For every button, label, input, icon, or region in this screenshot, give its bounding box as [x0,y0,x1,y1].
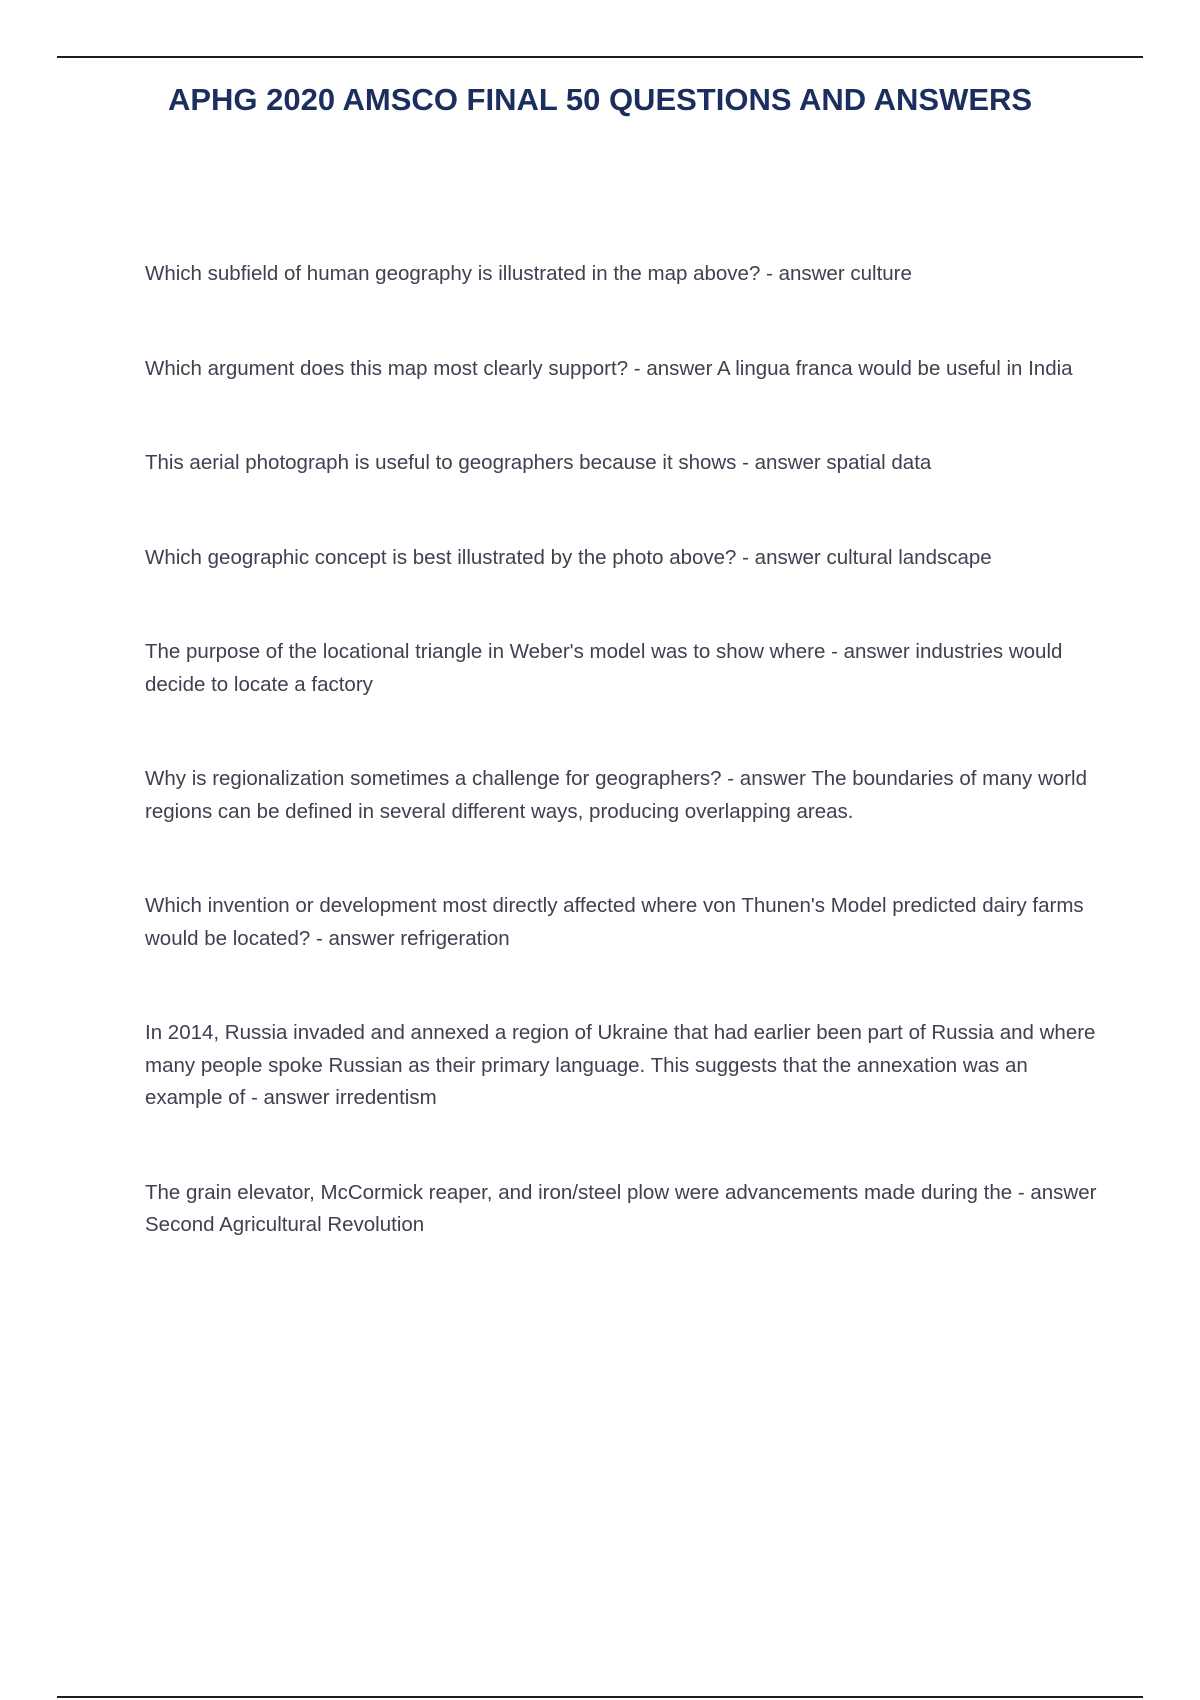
qa-list [145,258,1100,1242]
qa-item: Which geographic concept is best illustrated by the photo above? - answer cultural landscape [145,545,992,569]
qa-item: Which subfield of human geography is illustrated in the map above? - answer culture [145,262,912,285]
qa-item: Which invention or development most directly affected where von Thunen's Model predicted dairy farms would be located? - answer refrigeration [145,894,1084,950]
qa-item: This aerial photograph is useful to geographers because it shows - answer spatial data [145,451,932,474]
qa-item: The purpose of the locational triangle in Weber's model was to show where - answer industries would decide to locate a factory [145,640,1063,696]
qa-item: Why is regionalization sometimes a challenge for geographers? - answer The boundaries of many world regions can be defined in several different ways, producing overlapping areas. [145,767,1087,823]
qa-item: The grain elevator, McCormick reaper, and iron/steel plow were advancements made during the - answer Second Agricultural Revolution [145,1180,1097,1236]
qa-item: Which argument does this map most clearly support? - answer A lingua franca would be useful in India [145,356,1073,380]
bottom-rule [57,1696,1143,1698]
qa-item: In 2014, Russia invaded and annexed a region of Ukraine that had earlier been part of Russia and where many people spoke Russian as their primary language. This suggests that the annexation was an example of - answer irredentism [145,1021,1096,1109]
top-rule [57,56,1143,58]
page-title: APHG 2020 AMSCO FINAL 50 QUESTIONS AND ANSWERS [167,82,1033,117]
